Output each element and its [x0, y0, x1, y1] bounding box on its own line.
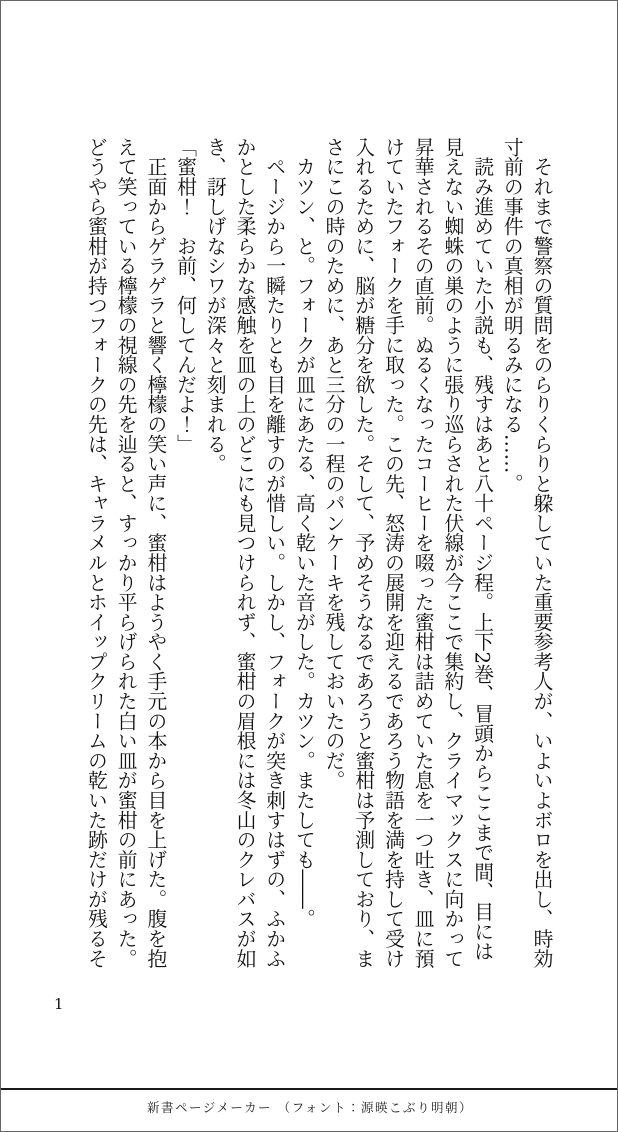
paragraph-2: 読み進めていた小説も、残すはあと八十ページ程。上下2巻、冒頭からここまで間、目には見えない蜘蛛の巣のように張り巡らされた伏線が今ここで集約し、クライマックスに向かって昇華されるその直前。ぬるくなったコーヒーを啜った蜜柑は詰めていた息を一つ吐き、皿に預けていたフォークを手に取った。この先、怒涛の展開を迎えるであろう物語を満を持して受け入れるために、脳が糖分を欲した。そして、予めそうなるであろうと蜜柑は予測しており、まさにこの時のために、あと三分の一程のパンケーキを残しておいたのだ。	[322, 137, 494, 969]
paragraph-1: それまで警察の質問をのらりくらりと躱していた重要参考人が、いよいよボロを出し、時効寸前の事件の真相が明るみになる……。	[500, 137, 553, 969]
body-text	[81, 137, 556, 970]
paragraph-4: ページから一瞬たりとも目を離すのが惜しい。しかし、フォークが突き刺すはずの、ふかふかとした柔らかな感触を皿の上のどこにも見つけられず、蜜柑の眉根には冬山のクレバスが如き、訝しげなシワが深々と刻まれる。	[203, 137, 286, 969]
footer-divider	[1, 1088, 618, 1090]
page-number: 1	[54, 995, 64, 1013]
paragraph-3: カツン、と。フォークが皿にあたる、高く乾いた音がした。カツン。またしても――。	[292, 137, 316, 929]
paragraph-6: 正面からゲラゲラと響く檸檬の笑い声に、蜜柑はようやく手元の本から目を上げた。腹を抱えて笑っている檸檬の視線の先を辿ると、すっかり平らげられた白い皿が蜜柑の前にあった。どうやら蜜柑が持つフォークの先は、キャラメルとホイップクリームの乾いた跡だけが残るそ	[84, 137, 167, 969]
footer-caption: 新書ページメーカー （フォント：源暎こぶり明朝）	[147, 1100, 473, 1115]
paragraph-5-dialogue: 「蜜柑！ お前、何してんだよ！」	[173, 137, 197, 454]
